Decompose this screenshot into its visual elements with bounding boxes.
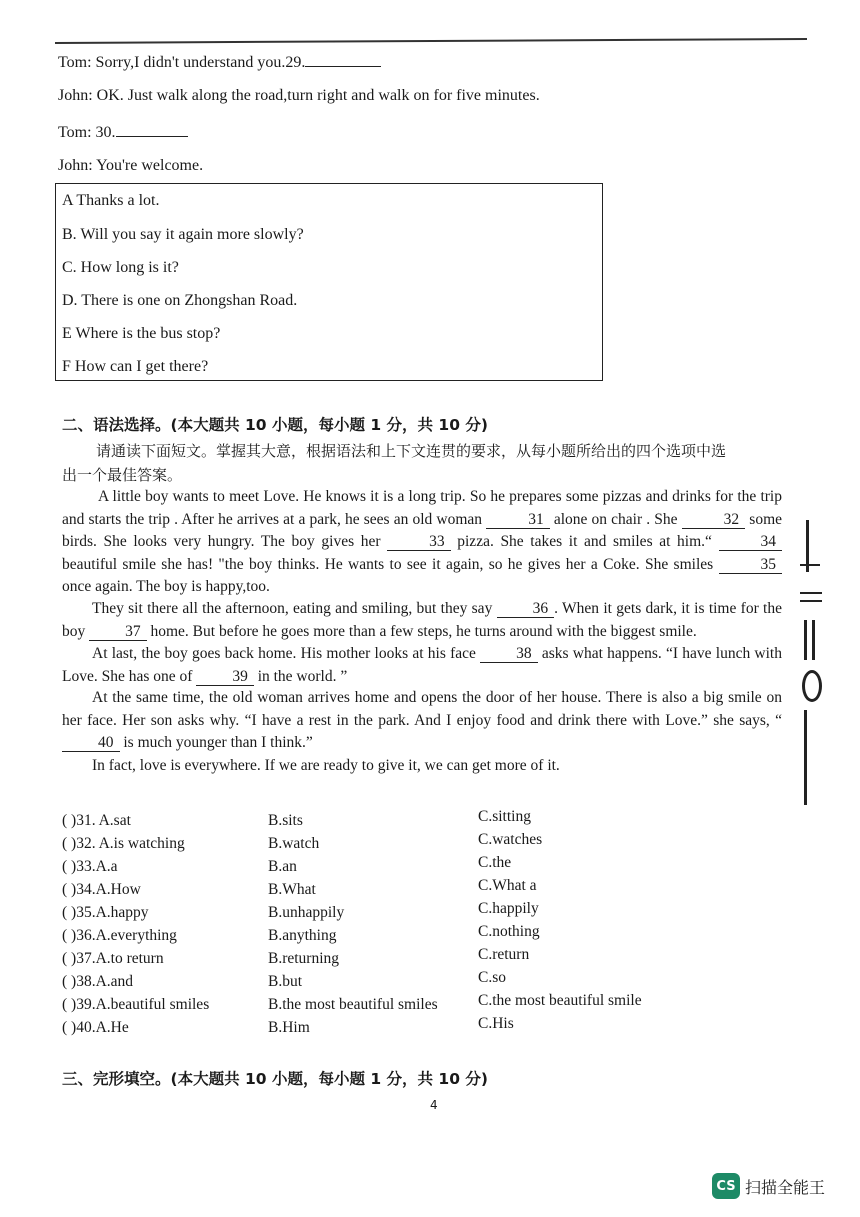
option-b-text: B.Him [268, 1019, 310, 1036]
option-e: E Where is the bus stop? [62, 325, 221, 342]
option-b-text: B.but [268, 973, 303, 990]
gap-35: 35 [719, 557, 783, 574]
passage-paragraph-3: At last, the boy goes back home. His mother looks at his face 38 asks what happens. “I have lunch with Love. She has one of 39 in the world. ” [62, 645, 782, 685]
gap-39: 39 [196, 669, 254, 686]
options-box [55, 183, 603, 381]
option-a-text: ( )34.A.How [62, 881, 141, 898]
option-b-text: B.unhappily [268, 904, 345, 921]
question-row-40 [62, 1015, 682, 1041]
section-2-instruction: 请通读下面短文。掌握其大意，根据语法和上下文连贯的要求，从每小题所给出的四个选项中选 [96, 442, 727, 460]
option-c-text: C.so [478, 969, 506, 986]
question-row-37 [62, 946, 682, 972]
option-a-text: ( )36.A.everything [62, 927, 177, 944]
gap-34: 34 [719, 534, 783, 551]
option-d: D. There is one on Zhongshan Road. [62, 292, 298, 309]
option-b-text: B.the most beautiful smiles [268, 996, 438, 1013]
question-row-31 [62, 808, 682, 834]
dialogue-text: Tom: Sorry,I didn't understand you.29. [58, 54, 306, 71]
passage-paragraph-5: In fact, love is everywhere. If we are ready to give it, we can get more of it. [92, 757, 560, 774]
dialogue-line: John: You're welcome. [58, 157, 204, 174]
gap-31: 31 [486, 512, 550, 529]
option-a: A Thanks a lot. [62, 192, 160, 209]
option-a-text: ( )39.A.beautiful smiles [62, 996, 210, 1013]
option-b-text: B.anything [268, 927, 337, 944]
option-b-text: B.sits [268, 812, 303, 829]
option-a-text: ( )33.A.a [62, 858, 118, 875]
question-row-39 [62, 992, 682, 1018]
answer-blank-30 [116, 122, 188, 137]
answer-blank-29 [305, 52, 381, 67]
option-c-text: C.the [478, 854, 512, 871]
option-a-text: ( )32. A.is watching [62, 835, 185, 852]
option-c-text: C.What a [478, 877, 537, 894]
question-row-32 [62, 831, 682, 857]
option-c-text: C.the most beautiful smile [478, 992, 642, 1009]
dialogue-text: Tom: 30. [58, 124, 116, 141]
scan-edge-marks [798, 520, 828, 810]
option-b-text: B.watch [268, 835, 320, 852]
dialogue-line-30 [58, 122, 188, 142]
passage-paragraph-2: They sit there all the afternoon, eating and smiling, but they say 36 . When it gets dark, it is time for the boy 37 home. But before he goes more than a few steps, he turns around with the biggest smile. [62, 600, 782, 640]
cs-logo-icon: CS [712, 1173, 740, 1199]
gap-40: 40 [62, 735, 120, 752]
gap-33: 33 [387, 534, 451, 551]
option-a-text: ( )35.A.happy [62, 904, 149, 921]
dialogue-line-29 [58, 52, 381, 72]
option-a-text: ( )40.A.He [62, 1019, 129, 1036]
question-row-33 [62, 854, 682, 880]
section-3-title: 三、完形填空。(本大题共 10 小题，每小题 1 分，共 10 分) [62, 1070, 488, 1088]
gap-36: 36 [497, 601, 555, 618]
section-2-title: 二、语法选择。(本大题共 10 小题，每小题 1 分，共 10 分) [62, 416, 488, 434]
option-b-text: B.returning [268, 950, 340, 967]
option-c-text: C.watches [478, 831, 543, 848]
option-f: F How can I get there? [62, 358, 209, 375]
question-row-35 [62, 900, 682, 926]
watermark-text: 扫描全能王 [745, 1177, 826, 1197]
gap-38: 38 [480, 646, 538, 663]
passage-paragraph-1: A little boy wants to meet Love. He knows it is a long trip. So he prepares some pizzas and drinks for the trip and starts the trip . After he arrives at a park, he sees an old woman 31 alone on chair . She 32 some birds. She looks very hungry. The boy gives her 33 pizza. She takes it and smiles at him.“ 34 beautiful smile she has! "the boy thinks. He wants to see it again, so he gives her a Coke. She smiles 35 once again. The boy is happy,too. [62, 488, 783, 595]
option-a-text: ( )37.A.to return [62, 950, 164, 967]
option-c-text: C.His [478, 1015, 514, 1032]
option-b-text: B.What [268, 881, 316, 898]
option-a-text: ( )31. A.sat [62, 812, 131, 829]
scanner-watermark [712, 1172, 825, 1200]
option-c-text: C.return [478, 946, 530, 963]
option-a-text: ( )38.A.and [62, 973, 134, 990]
option-c-text: C.nothing [478, 923, 540, 940]
question-row-36 [62, 923, 682, 949]
page-number: 4 [430, 1098, 438, 1112]
section-2-instruction-cont: 出一个最佳答案。 [62, 466, 183, 484]
gap-32: 32 [682, 512, 746, 529]
option-b: B. Will you say it again more slowly? [62, 226, 304, 243]
gap-37: 37 [89, 624, 147, 641]
question-row-34 [62, 877, 682, 903]
passage-paragraph-4: At the same time, the old woman arrives home and opens the door of her house. There is also a big smile on her face. Her son asks why. “I have a rest in the park. And I enjoy food and drink there with Love.” she says, “ 40 is much younger than I think.” [62, 689, 782, 751]
option-c-text: C.sitting [478, 808, 531, 825]
option-b-text: B.an [268, 858, 297, 875]
option-c-text: C.happily [478, 900, 539, 917]
option-c: C. How long is it? [62, 259, 179, 276]
top-rule [55, 38, 807, 44]
dialogue-line: John: OK. Just walk along the road,turn right and walk on for five minutes. [58, 87, 540, 104]
